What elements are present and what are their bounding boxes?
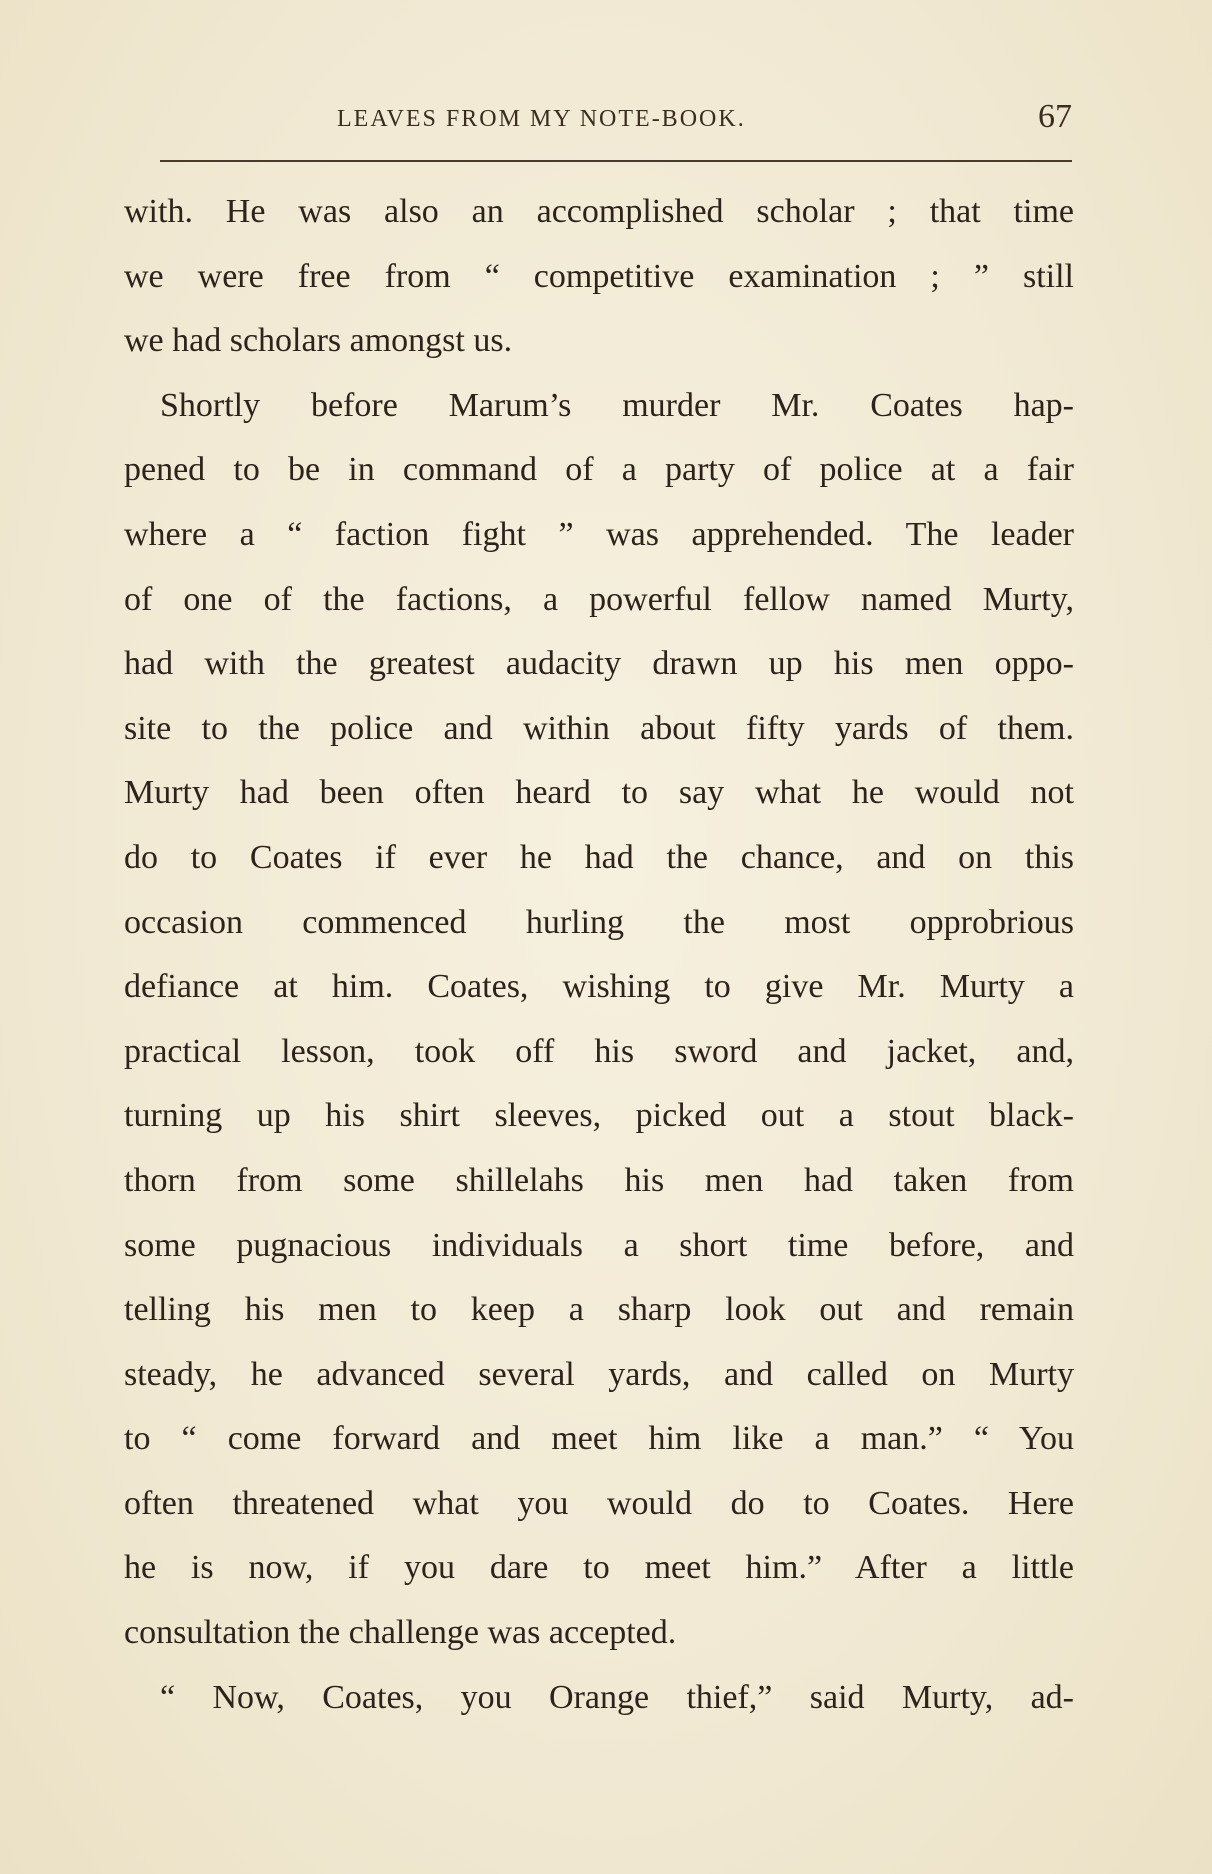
text-line: with. He was also an accomplished scholar ; that time — [124, 193, 1074, 230]
text-line: often threatened what you would do to Coates. Here — [124, 1484, 1074, 1522]
page-number: 67 — [1038, 98, 1072, 135]
text-line: turning up his shirt sleeves, picked out a stout black- — [124, 1097, 1074, 1135]
text-line: occasion commenced hurling the most opprobrious — [124, 903, 1074, 941]
page-header — [124, 98, 1072, 142]
text-line: “ Now, Coates, you Orange thief,” said Murty, ad- — [160, 1678, 1074, 1716]
text-line: site to the police and within about fifty yards of them. — [124, 709, 1074, 747]
text-line: telling his men to keep a sharp look out and remain — [124, 1291, 1074, 1329]
text-line: we were free from “ competitive examination ; ” still — [124, 257, 1074, 295]
text-line: some pugnacious individuals a short time before, and — [124, 1226, 1074, 1264]
text-line: where a “ faction fight ” was apprehended. The leader — [124, 515, 1074, 553]
text-line: he is now, if you dare to meet him.” After a little — [124, 1549, 1074, 1587]
text-line: do to Coates if ever he had the chance, and on this — [124, 838, 1074, 876]
text-line: thorn from some shillelahs his men had taken from — [124, 1161, 1074, 1199]
text-line: defiance at him. Coates, wishing to give Mr. Murty a — [124, 968, 1074, 1006]
text-line: Murty had been often heard to say what he would not — [124, 774, 1074, 812]
text-line: consultation the challenge was accepted. — [124, 1614, 677, 1652]
body-text — [124, 180, 1074, 1730]
header-rule — [160, 160, 1072, 162]
text-line: pened to be in command of a party of police at a fair — [124, 451, 1074, 489]
text-line: we had scholars amongst us. — [124, 322, 513, 360]
text-line: practical lesson, took off his sword and jacket, and, — [124, 1032, 1074, 1070]
text-line: of one of the factions, a powerful fellow named Murty, — [124, 580, 1074, 618]
text-line: steady, he advanced several yards, and called on Murty — [124, 1355, 1074, 1393]
running-title: LEAVES FROM MY NOTE-BOOK. — [337, 106, 746, 132]
text-line: had with the greatest audacity drawn up his men oppo- — [124, 645, 1074, 683]
text-line: Shortly before Marum’s murder Mr. Coates hap- — [160, 386, 1074, 424]
text-line: to “ come forward and meet him like a man.” “ You — [124, 1420, 1074, 1458]
